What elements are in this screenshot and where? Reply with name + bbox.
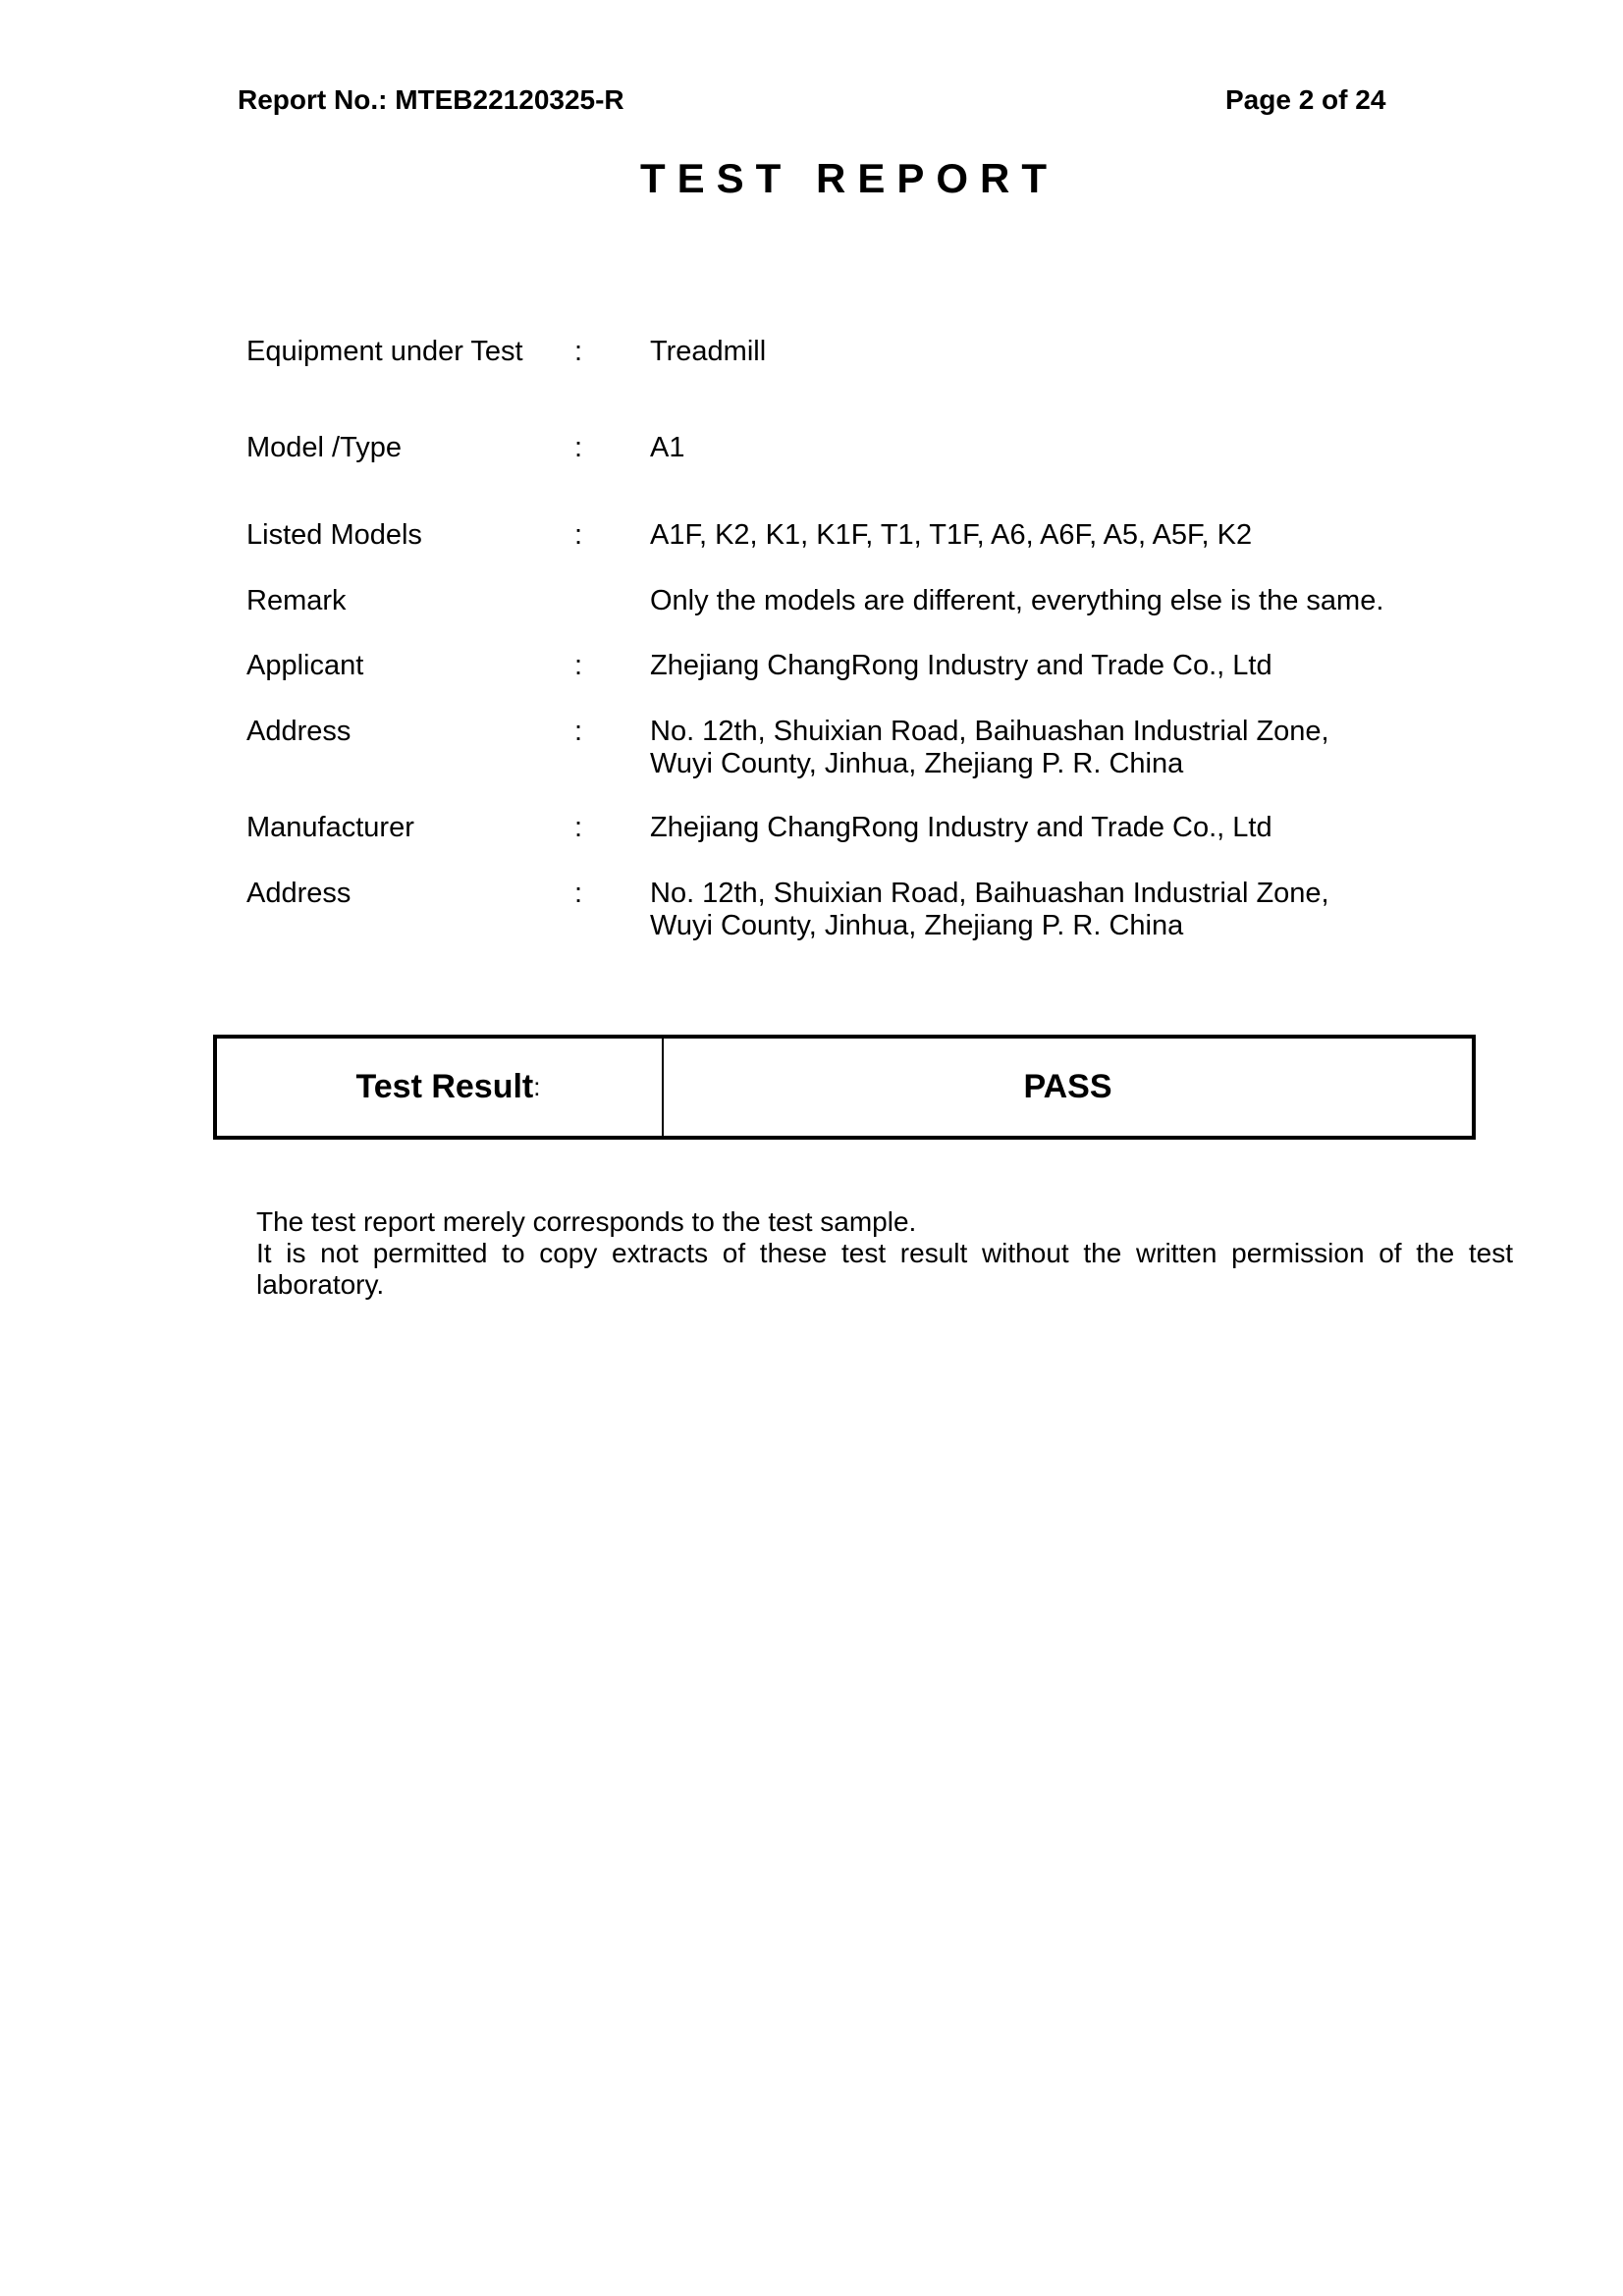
field-value: No. 12th, Shuixian Road, Baihuashan Industrial Zone, Wuyi County, Jinhua, Zhejiang P. R. China [650,716,1329,779]
field-label: Applicant [246,650,364,681]
test-result-label: Test Result [355,1068,534,1105]
field-colon: : [574,878,583,909]
test-result-colon: : [533,1072,541,1101]
report-number: Report No.: MTEB22120325-R [238,84,624,115]
field-value: Treadmill [650,336,767,367]
field-value: A1 [650,432,685,463]
field-value: Zhejiang ChangRong Industry and Trade Co., Ltd [650,650,1272,681]
field-label: Manufacturer [246,812,414,843]
field-label: Address [246,716,352,747]
test-result-value: PASS [1023,1068,1112,1105]
disclaimer [256,1206,1513,1301]
field-value: A1F, K2, K1, K1F, T1, T1F, A6, A6F, A5, A5F, K2 [650,519,1253,551]
field-value: Only the models are different, everything else is the same. [650,585,1384,616]
page-title: TEST REPORT [639,155,1059,201]
field-label: Listed Models [246,519,422,551]
disclaimer-line: The test report merely corresponds to the test sample. [256,1206,917,1237]
field-colon: : [574,812,583,843]
field-colon: : [574,716,583,747]
field-colon: : [574,650,583,681]
field-value: Zhejiang ChangRong Industry and Trade Co., Ltd [650,812,1272,843]
field-colon: : [574,432,583,463]
field-label: Remark [246,585,347,616]
page-number: Page 2 of 24 [1225,84,1386,115]
field-label: Equipment under Test [246,336,523,367]
field-value: No. 12th, Shuixian Road, Baihuashan Industrial Zone, Wuyi County, Jinhua, Zhejiang P. R. China [650,878,1329,941]
field-label: Address [246,878,352,909]
field-label: Model /Type [246,432,402,463]
test-result-table [213,1035,1476,1140]
field-colon: : [574,519,583,551]
field-colon: : [574,336,583,367]
test-result-label-cell [217,1039,664,1136]
disclaimer-line: It is not permitted to copy extracts of these test result without the written permission of the test laboratory. [256,1238,1513,1300]
